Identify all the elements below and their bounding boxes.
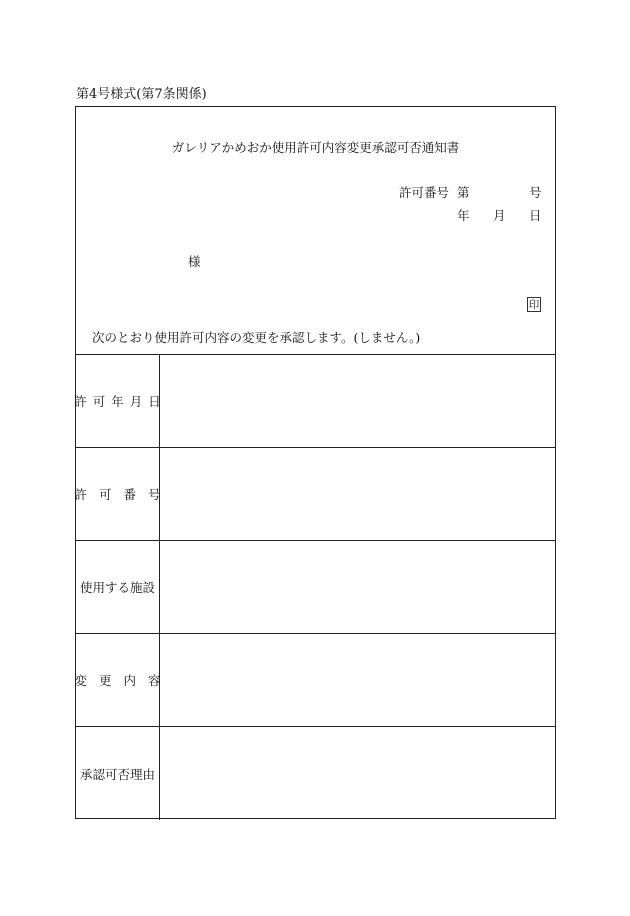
recipient-honorific: 様 xyxy=(188,254,201,269)
row-value-field xyxy=(161,541,555,633)
row-value-field xyxy=(161,727,555,820)
row-label: 承認可否理由 xyxy=(76,727,160,820)
notice-header xyxy=(76,107,555,355)
row-value-field xyxy=(161,634,555,726)
row-label: 使用する施設 xyxy=(76,541,160,633)
table-row-approval-reason xyxy=(76,727,555,820)
row-value-field xyxy=(161,355,555,447)
notice-form xyxy=(75,106,556,819)
date-year-label: 年 xyxy=(457,208,470,223)
permit-number-prefix: 第 xyxy=(457,185,470,200)
row-value-field xyxy=(161,448,555,540)
form-code: 第4号様式(第7条関係) xyxy=(76,87,207,102)
table-row-facility xyxy=(76,541,555,634)
permit-number-suffix: 号 xyxy=(529,185,542,200)
row-label: 許可番号 xyxy=(76,448,160,540)
approval-notice-text: 次のとおり使用許可内容の変更を承認します。(しません。) xyxy=(92,330,421,345)
table-row-permit-number xyxy=(76,448,555,541)
row-label: 変更内容 xyxy=(76,634,160,726)
document-title: ガレリアかめおか使用許可内容変更承認可否通知書 xyxy=(171,140,460,155)
date-day-label: 日 xyxy=(529,208,542,223)
row-label: 許可年月日 xyxy=(76,355,160,447)
table-row-permit-date xyxy=(76,355,555,448)
date-month-label: 月 xyxy=(493,208,506,223)
permit-number-label: 許可番号 xyxy=(399,185,450,200)
seal-mark: 印 xyxy=(528,299,540,311)
table-row-change-details xyxy=(76,634,555,727)
